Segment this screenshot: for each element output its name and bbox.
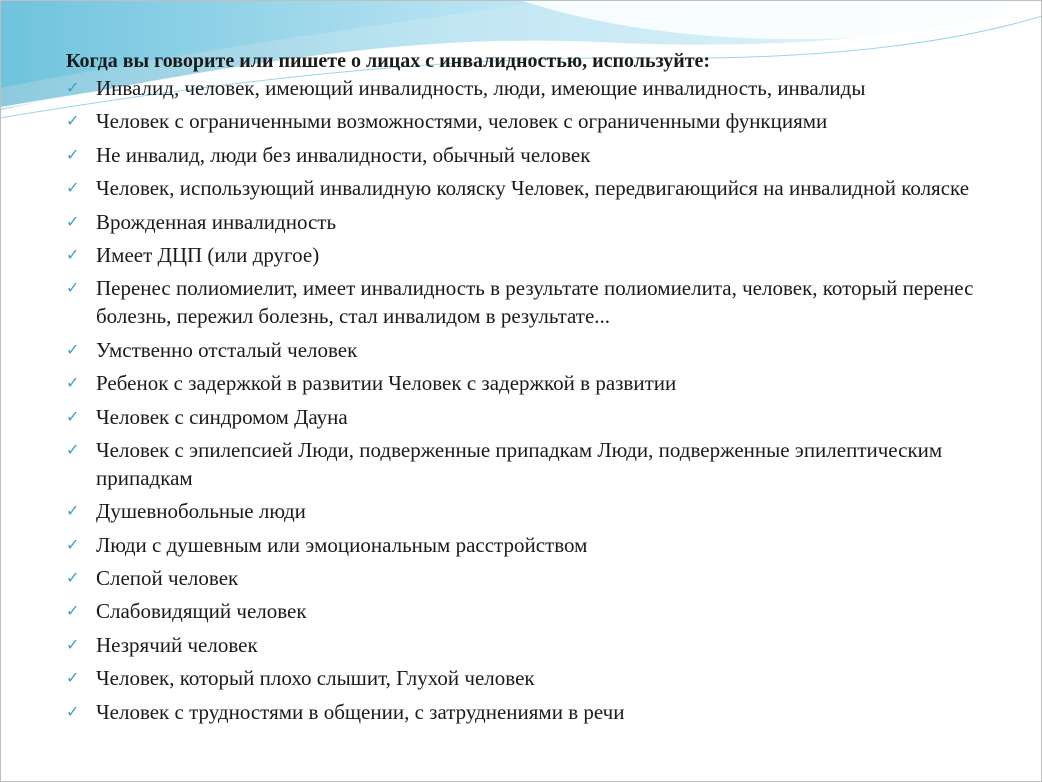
list-item	[66, 436, 996, 492]
list-item	[66, 631, 996, 659]
list-item-text: Имеет ДЦП (или другое)	[96, 242, 320, 267]
list-item	[66, 564, 996, 592]
list-item-text: Слабовидящий человек	[96, 599, 307, 624]
checkmark-icon: ✓	[66, 339, 80, 359]
list-item	[66, 369, 996, 397]
checkmark-icon: ✓	[66, 668, 80, 688]
list-item	[66, 274, 996, 330]
checkmark-icon: ✓	[66, 601, 80, 621]
list-item-text: Душевнобольные люди	[96, 499, 306, 524]
list-item-text: Перенес полиомиелит, имеет инвалидность в результате полиомиелита, человек, который перенес болезнь, пережил болезнь, стал инвалидом в результате...	[96, 276, 974, 329]
list-item	[66, 531, 996, 559]
checkmark-icon: ✓	[66, 439, 80, 459]
checkmark-icon: ✓	[66, 111, 80, 131]
list-item-text: Человек с синдромом Дауна	[96, 404, 348, 429]
list-item-text: Инвалид, человек, имеющий инвалидность, люди, имеющие инвалидность, инвалиды	[96, 76, 866, 100]
list-item-text: Человек, который плохо слышит, Глухой человек	[96, 666, 535, 691]
checkmark-icon: ✓	[66, 568, 80, 588]
slide-heading: Когда вы говорите или пишете о лицах с инвалидностью, используйте:	[66, 50, 711, 72]
list-item-text: Врожденная инвалидность	[96, 209, 337, 234]
checkmark-icon: ✓	[66, 211, 80, 231]
list-item-text: Человек с ограниченными возможностями, человек с ограниченными функциями	[96, 109, 828, 134]
checkmark-icon: ✓	[66, 501, 80, 521]
list-item	[66, 497, 996, 525]
list-item	[66, 141, 996, 169]
list-item	[66, 597, 996, 625]
list-item-text: Человек с трудностями в общении, с затруднениями в речи	[96, 699, 625, 724]
list-item-text: Незрячий человек	[96, 632, 258, 657]
list-item	[66, 241, 996, 269]
checkmark-icon: ✓	[66, 144, 80, 164]
list-item-text: Ребенок с задержкой в развитии Человек с задержкой в развитии	[96, 371, 677, 396]
checkmark-icon: ✓	[66, 178, 80, 198]
list-item	[66, 698, 996, 726]
list-item-text: Слепой человек	[96, 566, 239, 591]
checkmark-icon: ✓	[66, 373, 80, 393]
list-item-text: Умственно отсталый человек	[96, 337, 358, 362]
list-item-text: Человек с эпилепсией Люди, подверженные припадкам Люди, подверженные эпилептическим припадкам	[96, 437, 943, 490]
checkmark-icon: ✓	[66, 244, 80, 264]
list-item-text: Человек, использующий инвалидную коляску Человек, передвигающийся на инвалидной коляске	[96, 176, 970, 201]
slide-content	[66, 48, 996, 731]
list-item-text: Не инвалид, люди без инвалидности, обычный человек	[96, 142, 591, 167]
checklist	[66, 74, 996, 726]
checkmark-icon: ✓	[66, 78, 80, 97]
list-item	[66, 74, 996, 102]
list-item	[66, 107, 996, 135]
list-item	[66, 174, 996, 202]
checkmark-icon: ✓	[66, 701, 80, 721]
list-item-text: Люди с душевным или эмоциональным расстройством	[96, 532, 588, 557]
list-item	[66, 664, 996, 692]
checkmark-icon: ✓	[66, 534, 80, 554]
checkmark-icon: ✓	[66, 278, 80, 298]
list-item	[66, 208, 996, 236]
checkmark-icon: ✓	[66, 634, 80, 654]
list-item	[66, 403, 996, 431]
checkmark-icon: ✓	[66, 406, 80, 426]
list-item	[66, 336, 996, 364]
